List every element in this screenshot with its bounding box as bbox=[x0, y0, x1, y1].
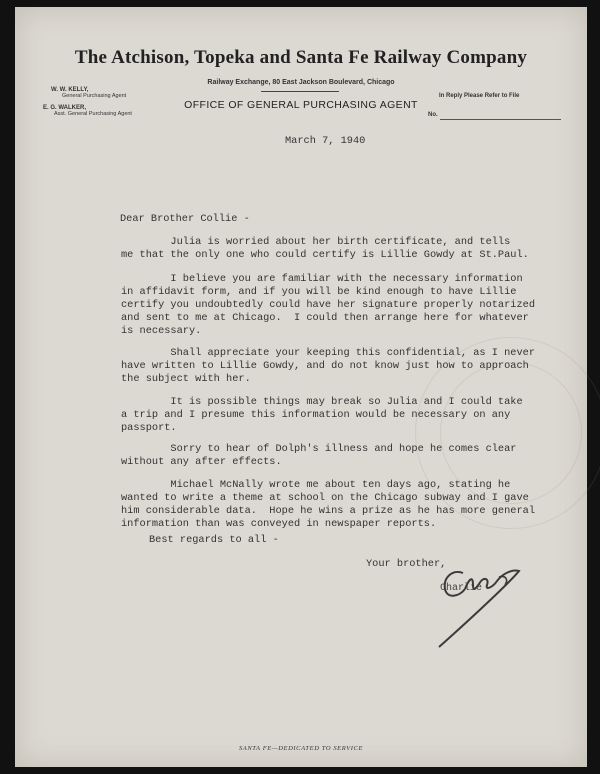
office-title: OFFICE OF GENERAL PURCHASING AGENT bbox=[184, 99, 418, 111]
reply-reference-note: In Reply Please Refer to File bbox=[439, 93, 520, 99]
footer-slogan: SANTA FE—DEDICATED TO SERVICE bbox=[238, 745, 364, 752]
paragraph-6: Michael McNally wrote me about ten days ago, stating he wanted to write a theme at school on the Chicago subway and I gave him considerable data. Hope he wins a prize as he has more general information than was conveyed in newspaper reports. bbox=[121, 479, 536, 530]
typed-signature-name: Charlie bbox=[440, 583, 483, 594]
paragraph-1: Julia is worried about her birth certificate, and tells me that the only one who could certify is Lillie Gowdy at St.Paul. bbox=[121, 236, 529, 261]
letter-page bbox=[15, 7, 587, 767]
handwritten-signature bbox=[415, 555, 525, 650]
officer-title: Asst. General Purchasing Agent bbox=[54, 111, 132, 117]
complimentary-close: Your brother, bbox=[366, 558, 447, 570]
paragraph-5: Sorry to hear of Dolph's illness and hope he comes clear without any after effects. bbox=[121, 443, 517, 468]
officer-name: E. G. WALKER, bbox=[43, 105, 87, 111]
paragraph-4: It is possible things may break so Julia and I could take a trip and I presume this information would be necessary on any passport. bbox=[121, 396, 523, 434]
paragraph-2: I believe you are familiar with the necessary information in affidavit form, and if you will be kind enough to have Lillie certify you undoubtedly could have her signature properly notarized and sent to me at Chicago. I could then arrange here for whatever is necessary. bbox=[121, 273, 536, 337]
letterhead-divider bbox=[261, 91, 339, 92]
company-name: The Atchison, Topeka and Santa Fe Railway Company bbox=[74, 47, 528, 68]
paragraph-3: Shall appreciate your keeping this confidential, as I never have written to Lillie Gowdy, and do not know just how to approach the subject with her. bbox=[121, 347, 536, 385]
company-address: Railway Exchange, 80 East Jackson Boulevard, Chicago bbox=[207, 79, 395, 86]
officer-title: General Purchasing Agent bbox=[62, 93, 127, 99]
officer-kelly bbox=[51, 87, 126, 99]
salutation: Dear Brother Collie - bbox=[120, 213, 250, 225]
officer-walker bbox=[43, 105, 132, 117]
file-number-line bbox=[440, 119, 561, 120]
closing-line: Best regards to all - bbox=[149, 534, 279, 546]
file-number-label: No. bbox=[428, 112, 438, 118]
letter-date: March 7, 1940 bbox=[285, 135, 366, 147]
officer-name: W. W. KELLY, bbox=[51, 87, 89, 93]
